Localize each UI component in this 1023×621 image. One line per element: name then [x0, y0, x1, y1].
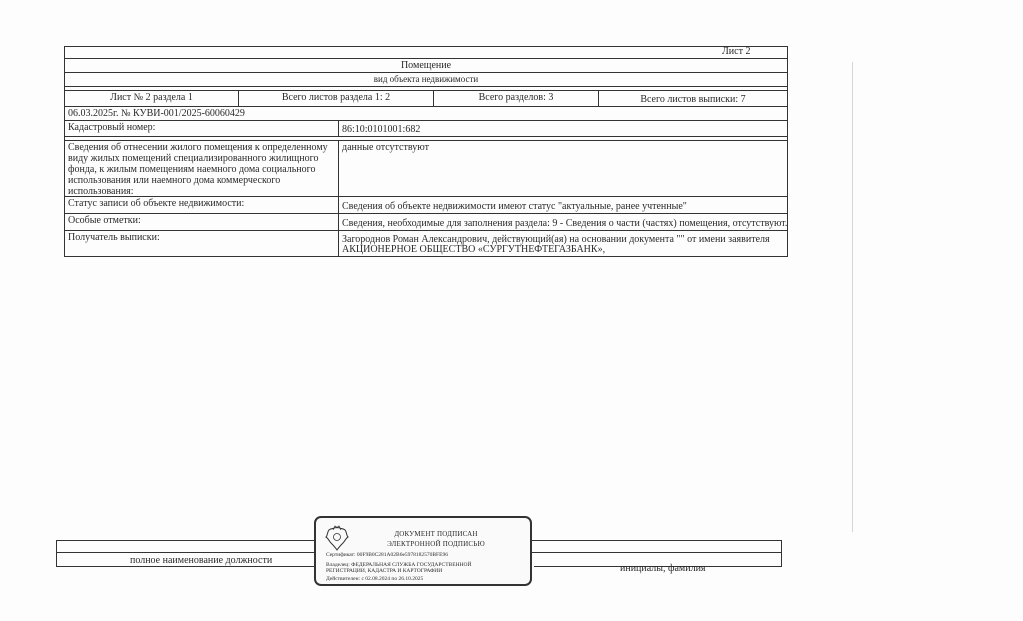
initials-label: инициалы, фамилия: [620, 563, 706, 574]
extract-table: [64, 46, 788, 257]
stamp-title-1: ДОКУМЕНТ ПОДПИСАН: [394, 530, 478, 538]
special-marks-value: Сведения, необходимые для заполнения раздела: 9 - Сведения о части (частях) помещения, отсутствуют.: [338, 214, 787, 230]
stamp-title-2: ЭЛЕКТРОННОЙ ПОДПИСЬЮ: [387, 540, 485, 548]
stamp-certificate: Сертификат: 00F9B0C281A02B6e5978182570BFE96: [326, 552, 448, 558]
recipient-line-2: АКЦИОНЕРНОЕ ОБЩЕСТВО «СУРГУТНЕФТЕГАЗБАНК»,: [342, 244, 606, 255]
date-number: 06.03.2025г. № КУВИ-001/2025-60060429: [68, 108, 245, 119]
object-title: Помещение: [400, 60, 452, 71]
recipient-line-1: Загороднов Роман Александрович, действующий(ая) на основании документа "" от имени заявителя: [342, 234, 770, 245]
sheet-of-section: Лист № 2 раздела 1: [110, 92, 193, 103]
recipient-value: [338, 231, 787, 256]
total-sheets-section: Всего листов раздела 1: 2: [238, 91, 433, 106]
status-label: Статус записи об объекте недвижимости:: [68, 198, 245, 209]
sheet-number: Лист 2: [722, 46, 751, 57]
object-type: вид объекта недвижимости: [373, 74, 479, 84]
total-sheets-extract: Всего листов выписки: 7: [598, 91, 787, 106]
position-label: полное наименование должности: [130, 555, 273, 566]
e-signature-stamp: [314, 516, 532, 586]
coat-of-arms-icon: [322, 524, 352, 554]
scan-edge: [852, 62, 853, 532]
status-value: Сведения об объекте недвижимости имеют статус "актуальные, ранее учтенные": [338, 197, 787, 213]
cadastral-value: 86:10:0101001:682: [338, 121, 787, 136]
stamp-validity: Действителен: с 02.08.2024 по 26.10.2025: [326, 576, 424, 582]
cadastral-label: Кадастровый номер:: [68, 122, 156, 133]
housing-label: Сведения об отнесении жилого помещения к определенному виду жилых помещений специализированного жилищного фонда, к жилым помещениям наемного дома социального использования или наемного дома коммерческого использования:: [68, 142, 328, 196]
housing-value: данные отсутствуют: [338, 141, 787, 196]
total-sections: Всего разделов: 3: [433, 91, 598, 106]
recipient-label: Получатель выписки:: [68, 232, 160, 243]
stamp-owner-2: РЕГИСТРАЦИИ, КАДАСТРА И КАРТОГРАФИИ: [326, 568, 443, 574]
stamp-owner-1: Владелец: ФЕДЕРАЛЬНАЯ СЛУЖБА ГОСУДАРСТВЕННОЙ: [326, 562, 472, 568]
special-marks-label: Особые отметки:: [68, 215, 141, 226]
